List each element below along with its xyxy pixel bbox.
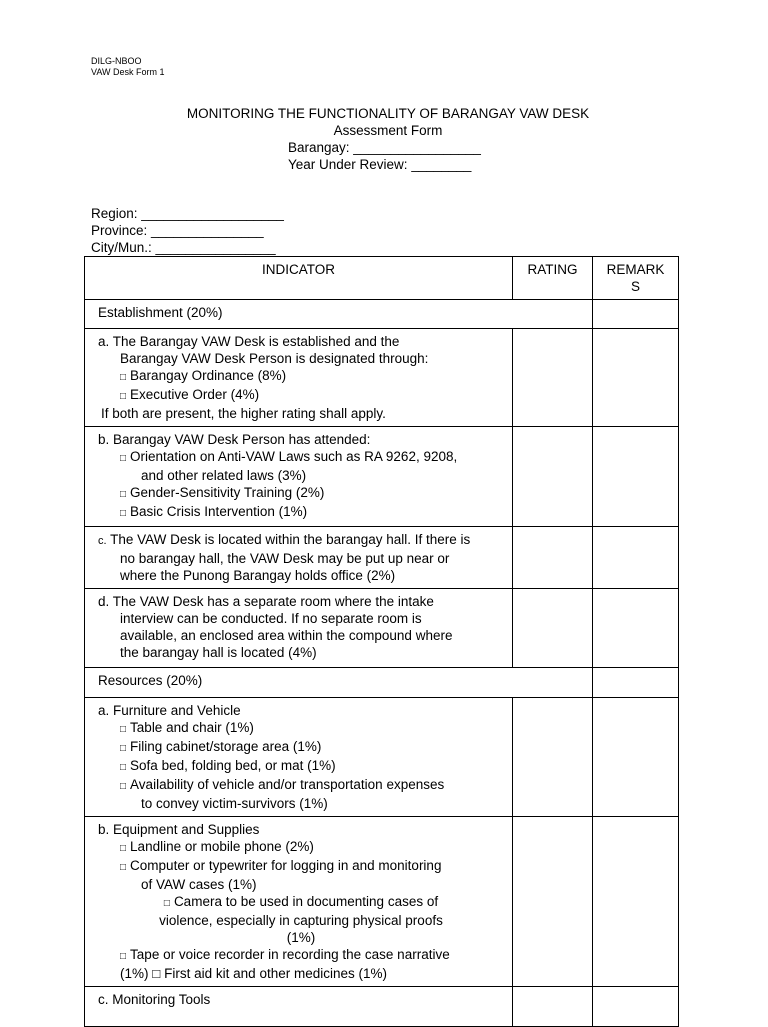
checkbox-icon [120, 368, 130, 383]
option-label: Executive Order (4%) [130, 387, 260, 402]
rating-cell [513, 698, 593, 817]
checkbox-icon [120, 387, 130, 402]
table-row [85, 987, 679, 1027]
option-label: Table and chair (1%) [130, 720, 254, 735]
checkbox-icon [120, 839, 130, 854]
table-row [85, 527, 679, 589]
checkbox-icon [120, 947, 130, 962]
remarks-cell [593, 300, 679, 329]
table-row [85, 329, 679, 427]
indicator-text: available, an enclosed area within the compound where [120, 628, 453, 643]
option-label: Computer or typewriter for logging in and monitoring [130, 858, 442, 873]
indicator-text: where the Punong Barangay holds office (2%) [120, 568, 396, 583]
checkbox-option [98, 484, 504, 503]
section-heading-establishment: Establishment (20%) [85, 300, 593, 329]
table-row [85, 427, 679, 527]
section-row [85, 300, 679, 329]
checkbox-icon [120, 449, 130, 464]
checkbox-icon [120, 485, 130, 500]
option-continuation: violence, especially in capturing physical proofs [159, 913, 443, 928]
checkbox-icon [120, 720, 130, 735]
rating-cell [513, 589, 593, 668]
indicator-text: b. Equipment and Supplies [98, 822, 260, 837]
checkbox-option [98, 503, 504, 522]
indicator-text: a. Furniture and Vehicle [98, 703, 241, 718]
province-field: Province: _______________ [91, 223, 264, 238]
form-code: DILG-NBOO [91, 56, 142, 66]
city-field: City/Mun.: ________________ [91, 240, 276, 255]
remarks-header-line2: S [630, 279, 640, 294]
checkbox-icon [120, 758, 130, 773]
remarks-cell [593, 427, 679, 527]
document-title: MONITORING THE FUNCTIONALITY OF BARANGAY VAW DESK [186, 106, 590, 121]
remarks-cell [593, 987, 679, 1027]
option-continuation: and other related laws (3%) [141, 468, 307, 483]
section-heading-resources: Resources (20%) [85, 668, 593, 698]
checkbox-icon [164, 894, 174, 909]
region-field: Region: ___________________ [91, 206, 284, 221]
indicator-cell [85, 817, 513, 987]
checkbox-icon [120, 504, 130, 519]
remarks-cell [593, 329, 679, 427]
document-subtitle: Assessment Form [333, 123, 443, 138]
year-field: Year Under Review: ________ [288, 157, 472, 172]
checkbox-option [98, 386, 504, 405]
table-row [85, 698, 679, 817]
remarks-cell [593, 668, 679, 698]
option-label: Orientation on Anti-VAW Laws such as RA 9262, 9208, [130, 449, 458, 464]
checkbox-option [98, 738, 504, 757]
indicator-note: If both are present, the higher rating shall apply. [101, 406, 386, 421]
option-label: Camera to be used in documenting cases of [173, 894, 439, 909]
remarks-cell [593, 527, 679, 589]
indicator-text: interview can be conducted. If no separate room is [120, 611, 422, 626]
barangay-field: Barangay: _________________ [288, 140, 481, 155]
option-continuation: (1%) [286, 930, 316, 945]
indicator-text: a. The Barangay VAW Desk is established and the [98, 334, 400, 349]
option-label: Basic Crisis Intervention (1%) [130, 504, 308, 519]
checkbox-icon [120, 858, 130, 873]
table-row [85, 817, 679, 987]
item-prefix: c. [98, 535, 107, 547]
indicator-cell [85, 987, 513, 1027]
remarks-header-line1: REMARK [606, 262, 665, 277]
option-continuation: (1%) □ First aid kit and other medicines (1%) [120, 966, 387, 981]
indicator-line: The VAW Desk is located within the barangay hall. If there is [110, 532, 471, 547]
table-row [85, 589, 679, 668]
checkbox-icon [120, 739, 130, 754]
section-row [85, 668, 679, 698]
option-label: Landline or mobile phone (2%) [130, 839, 314, 854]
rating-cell [513, 329, 593, 427]
table-header-row [85, 257, 679, 300]
rating-cell [513, 427, 593, 527]
indicator-text: b. Barangay VAW Desk Person has attended: [98, 432, 371, 447]
remarks-cell [593, 698, 679, 817]
checkbox-option [98, 757, 504, 776]
checkbox-option [98, 776, 504, 795]
rating-cell [513, 527, 593, 589]
indicator-text: the barangay hall is located (4%) [120, 645, 317, 660]
indicator-header: INDICATOR [85, 257, 513, 300]
checkbox-option [98, 367, 504, 386]
remarks-header [593, 257, 679, 300]
option-label: Tape or voice recorder in recording the case narrative [130, 947, 450, 962]
checkbox-icon [120, 777, 130, 792]
checkbox-option [98, 857, 504, 876]
indicator-text: c. Monitoring Tools [98, 992, 211, 1007]
indicator-cell [85, 427, 513, 527]
checkbox-option [98, 719, 504, 738]
option-label: Sofa bed, folding bed, or mat (1%) [130, 758, 336, 773]
indicator-text: d. The VAW Desk has a separate room where the intake [98, 594, 434, 609]
assessment-table [84, 256, 679, 1027]
option-label: Filing cabinet/storage area (1%) [130, 739, 322, 754]
rating-cell [513, 987, 593, 1027]
checkbox-option [98, 946, 504, 965]
indicator-cell [85, 527, 513, 589]
remarks-cell [593, 817, 679, 987]
indicator-text: no barangay hall, the VAW Desk may be put up near or [120, 551, 450, 566]
checkbox-option [98, 838, 504, 857]
indicator-text [98, 531, 504, 550]
indicator-cell [85, 329, 513, 427]
option-label: Barangay Ordinance (8%) [130, 368, 287, 383]
option-label: Gender-Sensitivity Training (2%) [130, 485, 325, 500]
indicator-cell [85, 589, 513, 668]
form-name: VAW Desk Form 1 [91, 67, 165, 77]
rating-cell [513, 817, 593, 987]
option-continuation: of VAW cases (1%) [141, 877, 257, 892]
checkbox-option [98, 893, 504, 912]
indicator-text: Barangay VAW Desk Person is designated through: [120, 351, 429, 366]
rating-header: RATING [513, 257, 593, 300]
option-label: Availability of vehicle and/or transportation expenses [130, 777, 445, 792]
option-continuation: to convey victim-survivors (1%) [141, 796, 328, 811]
checkbox-option [98, 448, 504, 467]
indicator-cell [85, 698, 513, 817]
remarks-cell [593, 589, 679, 668]
